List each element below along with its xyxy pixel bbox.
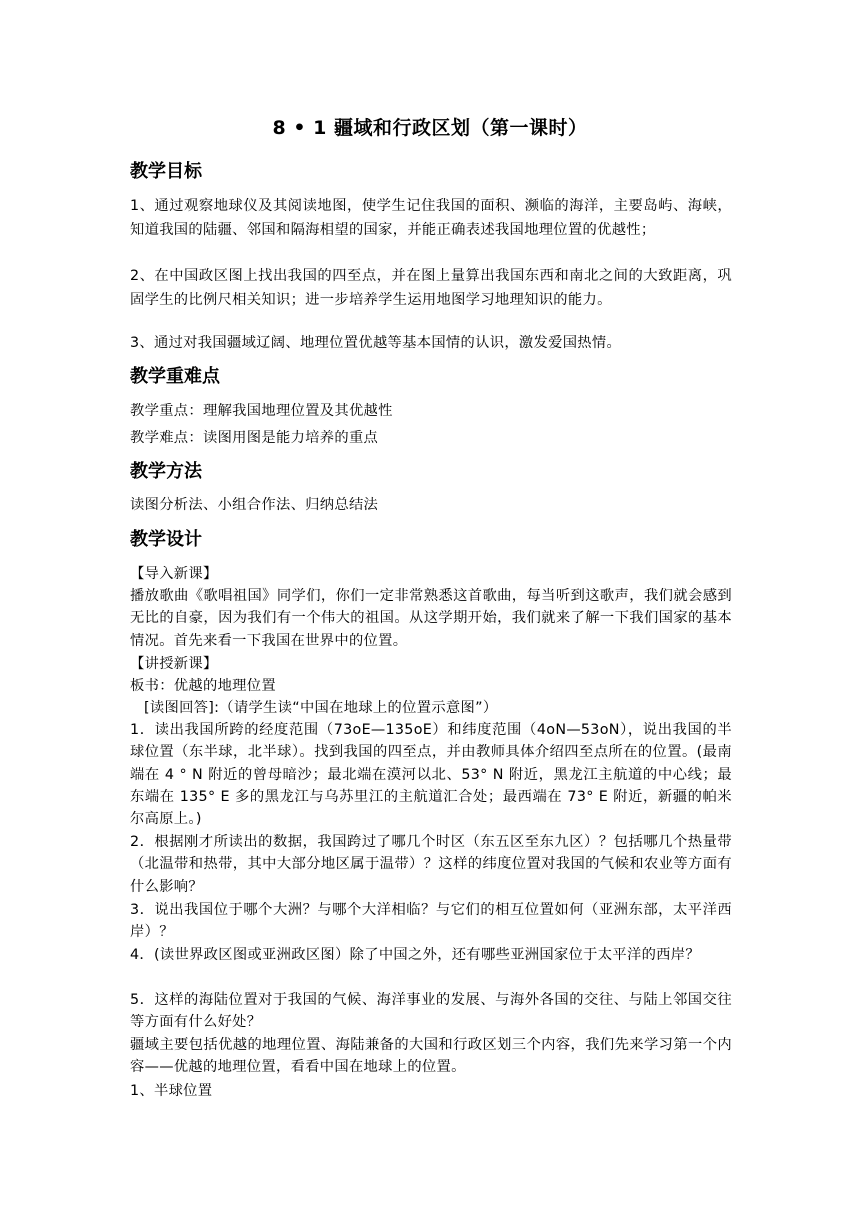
subheading-hemisphere: 1、半球位置 [130, 1083, 213, 1099]
objective-item-2: 2、在中国政区图上找出我国的四至点，并在图上量算出我国东西和南北之间的大致距离，巩固学生的比例尺相关知识；进一步培养学生运用地图学习地理知识的能力。 [130, 268, 732, 308]
teaching-focus: 教学重点：理解我国地理位置及其优越性 [130, 403, 393, 419]
read-map-instruction: [读图回答]:（请学生读“中国在地球上的位置示意图”） [144, 700, 498, 716]
key-points-heading: 教学重难点 [130, 366, 220, 387]
intro-text: 播放歌曲《歌唱祖国》同学们，你们一定非常熟悉这首歌曲，每当听到这歌声，我们就会感到无比的自豪，因为我们有一个伟大的祖国。从这学期开始，我们就来了解一下我们国家的基本情况。首先来看一下我国在世界中的位置。 [130, 588, 732, 649]
document-title: 8 • 1 疆域和行政区划（第一课时） [272, 117, 588, 139]
question-2: 2．根据刚才所读出的数据，我国跨过了哪几个时区（东五区至东九区）？包括哪几个热量带（北温带和热带，其中大部分地区属于温带）？这样的纬度位置对我国的气候和农业等方面有什么影响？ [130, 834, 732, 895]
question-4: 4．(读世界政区图或亚洲政区图）除了中国之外，还有哪些亚洲国家位于太平洋的西岸？ [130, 947, 700, 963]
question-5: 5．这样的海陆位置对于我国的气候、海洋事业的发展、与海外各国的交往、与陆上邻国交往等方面有什么好处？ [130, 992, 732, 1031]
intro-label: 【导入新课】 [130, 566, 218, 582]
teaching-difficulty: 教学难点：读图用图是能力培养的重点 [130, 430, 379, 446]
methods-heading: 教学方法 [130, 461, 202, 482]
design-heading: 教学设计 [130, 529, 202, 550]
new-lesson-label: 【讲授新课】 [130, 656, 218, 672]
objectives-heading: 教学目标 [130, 161, 202, 182]
objective-item-3: 3、通过对我国疆域辽阔、地理位置优越等基本国情的认识，激发爱国热情。 [130, 335, 622, 351]
objective-item-1: 1、通过观察地球仪及其阅读地图，使学生记住我国的面积、濒临的海洋，主要岛屿、海峡，知道我国的陆疆、邻国和隔海相望的国家，并能正确表述我国地理位置的优越性； [130, 198, 732, 238]
methods-text: 读图分析法、小组合作法、归纳总结法 [130, 497, 379, 513]
question-3: 3．说出我国位于哪个大洲？与哪个大洋相临？与它们的相互位置如何（亚洲东部，太平洋西岸）？ [130, 902, 732, 941]
summary-text: 疆域主要包括优越的地理位置、海陆兼备的大国和行政区划三个内容，我们先来学习第一个内容——优越的地理位置，看看中国在地球上的位置。 [130, 1037, 732, 1076]
board-writing: 板书：优越的地理位置 [130, 678, 276, 694]
question-1: 1．读出我国所跨的经度范围（73oE—135oE）和纬度范围（4oN—53oN），说出我国的半球位置（东半球，北半球）。找到我国的四至点，并由教师具体介绍四至点所在的位置。(最南端在 4 ° N 附近的曾母暗沙；最北端在漠河以北、53° N 附近，黑龙江主航道的中心线；最东端在 135° E 多的黑龙江与乌苏里江的主航道汇合处；最西端在 73° E 附近，新疆的帕米尔高原上。) [130, 722, 732, 828]
